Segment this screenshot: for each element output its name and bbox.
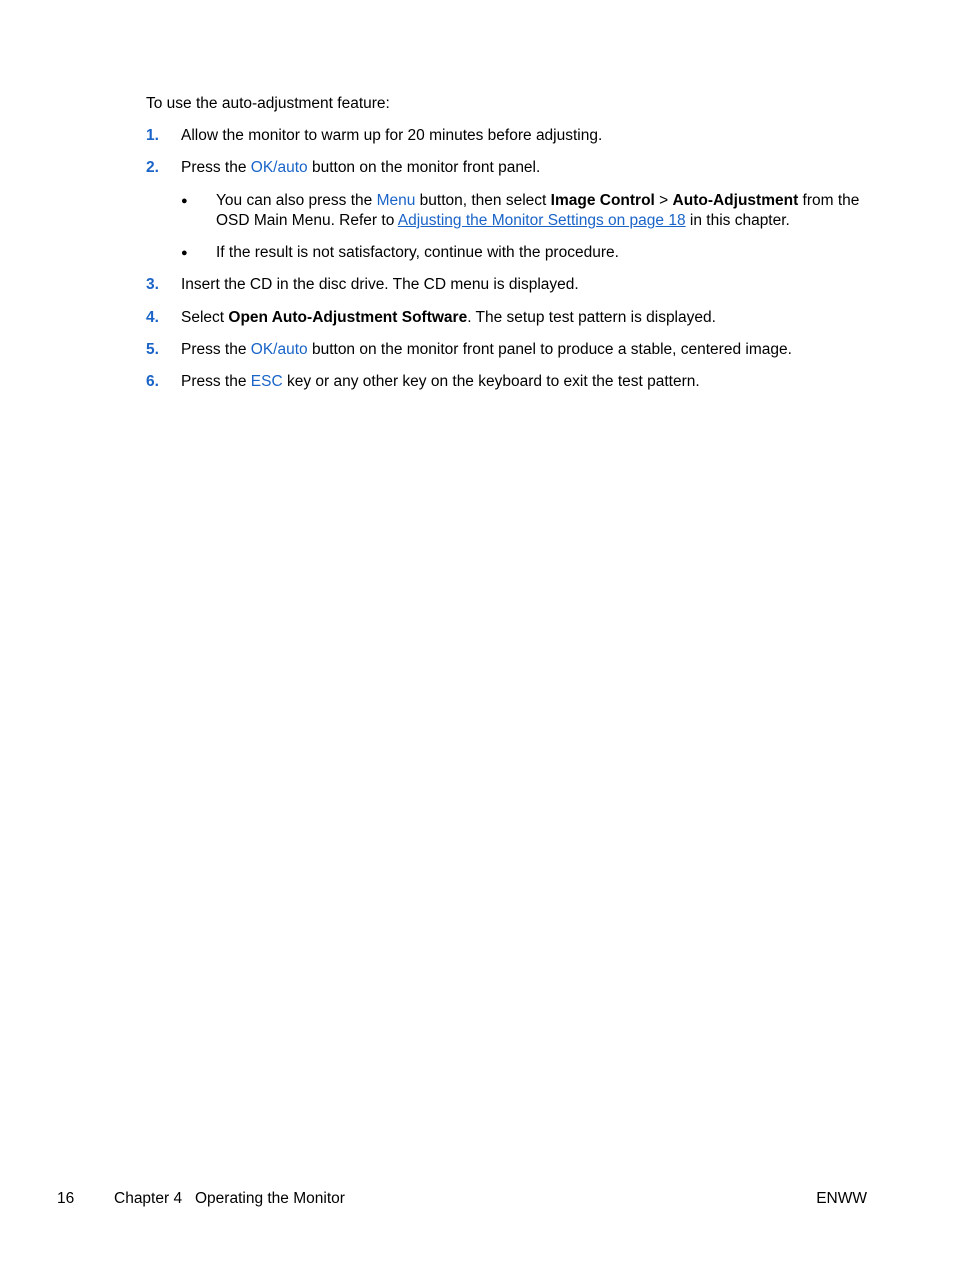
key-menu: Menu: [376, 192, 416, 209]
step-text-post: button on the monitor front panel.: [307, 159, 541, 176]
step-text-post: . The setup test pattern is displayed.: [467, 309, 716, 326]
step-text-post: button on the monitor front panel to produce a stable, centered image.: [307, 341, 792, 358]
step-text-pre: Press the: [181, 341, 251, 358]
step-number: 2.: [146, 159, 159, 176]
step-number: 5.: [146, 341, 159, 358]
footer-page-number: 16: [57, 1190, 75, 1207]
intro-text: To use the auto-adjustment feature:: [146, 95, 390, 112]
step-number: 6.: [146, 373, 159, 390]
bullet-text-post: in this chapter.: [685, 212, 790, 229]
step-text: [181, 308, 716, 328]
step-text: [181, 158, 540, 178]
key-esc: ESC: [250, 373, 283, 390]
step-text: [181, 340, 792, 360]
key-ok-auto: OK/auto: [250, 341, 308, 358]
step-text: [181, 372, 700, 392]
bullet-icon: ●: [181, 195, 188, 207]
step-text-pre: Press the: [181, 159, 251, 176]
menu-image-control: Image Control: [550, 192, 655, 209]
step-text-pre: Select: [181, 309, 229, 326]
bullet-text-pre: You can also press the: [216, 192, 377, 209]
step-text-post: key or any other key on the keyboard to exit the test pattern.: [282, 373, 700, 390]
bullet-text-mid: >: [654, 192, 673, 209]
step-text: Insert the CD in the disc drive. The CD menu is displayed.: [181, 276, 579, 293]
step-text-pre: Press the: [181, 373, 251, 390]
bullet-text-mid: button, then select: [415, 192, 551, 209]
bullet-icon: ●: [181, 247, 188, 259]
footer-chapter-title: Chapter 4 Operating the Monitor: [114, 1190, 345, 1207]
menu-auto-adjustment: Auto-Adjustment: [672, 192, 799, 209]
step-number: 3.: [146, 276, 159, 293]
bullet-text: If the result is not satisfactory, continue with the procedure.: [216, 244, 619, 261]
link-adjusting-monitor-settings[interactable]: Adjusting the Monitor Settings on page 18: [397, 212, 686, 229]
bullet-text-mid: from the OSD Main Menu. Refer to: [216, 192, 860, 229]
step-number: 4.: [146, 309, 159, 326]
step-number: 1.: [146, 127, 159, 144]
menu-open-auto-adjustment-software: Open Auto-Adjustment Software: [228, 309, 468, 326]
bullet-text: [216, 191, 876, 231]
key-ok-auto: OK/auto: [250, 159, 308, 176]
step-text: Allow the monitor to warm up for 20 minutes before adjusting.: [181, 127, 603, 144]
footer-enww: ENWW: [816, 1190, 867, 1207]
